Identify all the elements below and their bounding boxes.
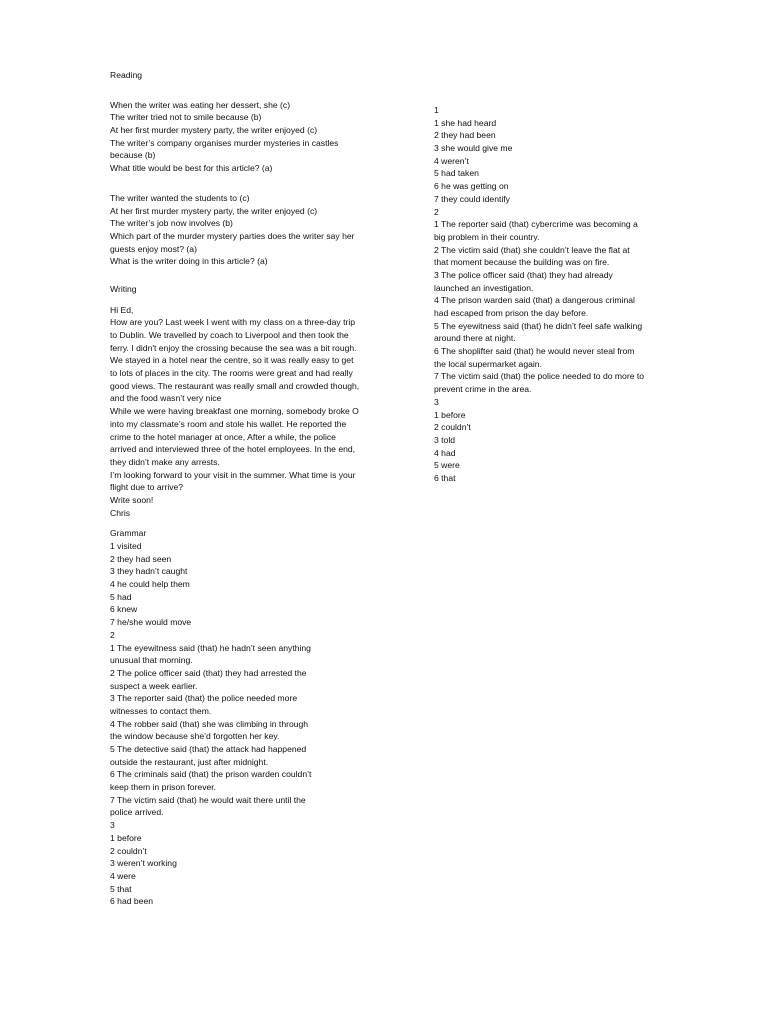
text-line: 2 [110, 629, 115, 640]
text-line: that moment because the building was on fire. [434, 257, 610, 268]
text-line: into my classmate’s room and stole his wallet. He reported the [110, 418, 347, 429]
text-line: had escaped from prison the day before. [434, 308, 589, 318]
text-line: the local supermarket again. [434, 358, 542, 369]
text-line: 7 they could identify [434, 193, 510, 204]
text-line: 4 The robber said (that) she was climbing in through [110, 718, 309, 729]
text-line: launched an investigation. [434, 282, 534, 293]
text-line: because (b) [110, 150, 156, 161]
text-line: 2 The victim said (that) she couldn’t leave the flat at [434, 244, 630, 255]
left-answer-column [110, 69, 359, 908]
text-line: 6 knew [110, 604, 138, 615]
text-line: arrived and interviewed three of the hotel employees. In the end, [110, 444, 356, 455]
text-line: At her first murder mystery party, the writer enjoyed (c) [110, 205, 318, 216]
text-line: 3 she would give me [434, 143, 513, 154]
text-line: The writer tried not to smile because (b) [110, 112, 262, 123]
text-line: 5 had taken [434, 168, 479, 179]
text-line: 2 The police officer said (that) they had arrested the [110, 667, 307, 678]
text-line: Hi Ed, [110, 304, 134, 315]
text-line: 1 The eyewitness said (that) he hadn’t seen anything [110, 642, 311, 653]
right-answer-column [434, 104, 644, 485]
text-line: 1 The reporter said (that) cybercrime was becoming a [434, 219, 638, 230]
text-line: 7 The victim said (that) the police needed to do more to [434, 371, 645, 382]
text-line: Writing [110, 283, 137, 294]
text-line: keep them in prison forever. [110, 782, 217, 793]
text-line: unusual that morning. [110, 655, 193, 666]
text-line: How are you? Last week I went with my class on a three-day trip [110, 317, 356, 328]
text-line: We stayed in a hotel near the centre, so it was really easy to get [110, 355, 354, 366]
text-line: 5 had [110, 591, 132, 602]
text-line: 3 told [434, 434, 456, 445]
text-line: prevent crime in the area. [434, 384, 532, 395]
text-line: they didn’t make any arrests. [110, 456, 220, 467]
text-line: Write soon! [110, 494, 154, 505]
text-line: good views. The restaurant was really small and crowded though, [110, 380, 360, 391]
text-line: to Dublin. We travelled by coach to Liverpool and then took the [110, 330, 349, 340]
text-line: 7 he/she would move [110, 617, 192, 628]
text-line: the window because she’d forgotten her key. [110, 731, 280, 742]
text-line: 3 [434, 396, 439, 407]
text-line: 4 had [434, 447, 456, 458]
text-line: While we were having breakfast one morning, somebody broke O [110, 406, 359, 417]
text-line: What title would be best for this article? (a) [110, 163, 273, 174]
text-line: 4 The prison warden said (that) a dangerous criminal [434, 295, 635, 306]
text-line: 6 had been [110, 896, 154, 907]
text-line: 7 The victim said (that) he would wait there until the [110, 794, 306, 805]
text-line: ferry. I didn't enjoy the crossing because the sea was a bit rough. [110, 342, 357, 353]
text-line: flight due to arrive? [110, 482, 184, 493]
text-line: Chris [110, 507, 131, 518]
text-line: 6 The shoplifter said (that) he would never steal from [434, 346, 635, 357]
text-line: police arrived. [110, 807, 164, 818]
text-line: Grammar [110, 528, 147, 539]
text-line: 1 before [434, 409, 466, 420]
text-line: 2 [434, 206, 439, 217]
text-line: big problem in their country. [434, 231, 540, 242]
text-line: 5 The eyewitness said (that) he didn’t feel safe walking [434, 320, 643, 331]
text-line: 2 couldn’t [434, 422, 471, 433]
text-line: I’m looking forward to your visit in the summer. What time is your [110, 469, 356, 480]
text-line: 2 couldn’t [110, 845, 147, 856]
text-line: 3 The reporter said (that) the police needed more [110, 693, 298, 704]
text-line: 1 before [110, 832, 142, 843]
text-line: Which part of the murder mystery parties does the writer say her [110, 230, 355, 241]
text-line: 3 [110, 820, 115, 831]
text-line: and the food wasn’t very nice [110, 393, 222, 404]
text-line: 5 that [110, 883, 132, 894]
text-line: 5 were [434, 460, 460, 471]
text-line: 1 visited [110, 541, 142, 551]
text-line: 6 he was getting on [434, 181, 509, 192]
text-line: The writer’s company organises murder mysteries in castles [110, 137, 339, 148]
text-line: The writer wanted the students to (c) [110, 192, 250, 203]
text-line: outside the restaurant, just after midnight. [110, 756, 269, 767]
text-line: What is the writer doing in this article? (a) [110, 256, 268, 267]
text-line: around there at night. [434, 333, 516, 344]
text-line: 3 they hadn’t caught [110, 566, 188, 577]
text-line: 1 [434, 105, 439, 115]
text-line: crime to the hotel manager at once, After a while, the police [110, 431, 336, 442]
text-line: 6 that [434, 472, 456, 483]
text-line: 1 she had heard [434, 117, 497, 128]
text-line: 6 The criminals said (that) the prison warden couldn’t [110, 769, 312, 780]
text-line: 2 they had been [434, 130, 496, 141]
text-line: guests enjoy most? (a) [110, 243, 197, 254]
text-line: 4 he could help them [110, 579, 190, 590]
text-line: 4 were [110, 870, 136, 881]
text-line: 4 weren’t [434, 155, 469, 166]
text-line: 3 The police officer said (that) they had already [434, 269, 613, 280]
text-line: to lots of places in the city. The rooms were great and had really [110, 368, 353, 379]
text-line: 5 The detective said (that) the attack had happened [110, 744, 307, 754]
text-line: At her first murder mystery party, the writer enjoyed (c) [110, 125, 318, 136]
text-line: Reading [110, 70, 143, 80]
text-line: The writer’s job now involves (b) [110, 218, 233, 229]
text-line: When the writer was eating her dessert, she (c) [110, 99, 291, 110]
text-line: 2 they had seen [110, 553, 172, 564]
text-line: suspect a week earlier. [110, 680, 198, 691]
text-line: witnesses to contact them. [110, 705, 212, 716]
text-line: 3 weren’t working [110, 858, 177, 869]
